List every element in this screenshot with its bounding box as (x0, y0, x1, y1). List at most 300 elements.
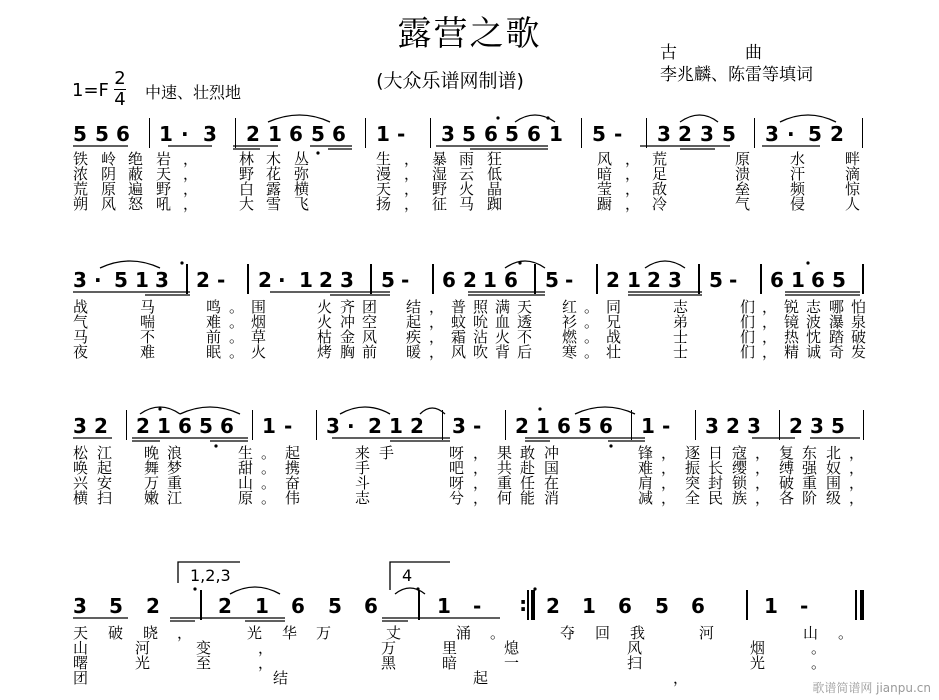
lyric-char: 侵 (790, 195, 806, 213)
lyric-char: 疾 (406, 328, 422, 346)
dot-note: · (347, 414, 355, 438)
note: 6 (289, 122, 303, 146)
note: 1 (483, 268, 497, 292)
lyric-char: 照 (473, 298, 489, 316)
lyric-char: 民 (708, 489, 724, 507)
dot-note: · (278, 268, 286, 292)
lyric-char: 变 (196, 639, 212, 657)
note: 5 (109, 594, 123, 618)
lyric-char: ， (849, 444, 865, 462)
note: 5 (545, 268, 559, 292)
lyric-char: 阴 (101, 165, 117, 183)
note: 1 (255, 594, 269, 618)
lyric-char: 吧 (449, 459, 465, 477)
lyric-char: 溃 (735, 165, 751, 183)
note: 6 (364, 594, 378, 618)
lyric-char: 原 (735, 150, 751, 168)
note: 1 (764, 594, 778, 618)
lyric-char: 原 (101, 180, 117, 198)
lyric-char: 。 (584, 298, 600, 316)
lyric-char: 斗 (355, 474, 371, 492)
lyric-char: 寒 (562, 343, 578, 361)
lyric-char: 泉 (851, 313, 867, 331)
lyric-char: 长 (708, 459, 724, 477)
lyric-char: 烟 (251, 313, 267, 331)
lyric-char: 扫 (627, 654, 643, 672)
lyric-char: 共 (497, 459, 513, 477)
lyric-char: 夜 (73, 343, 89, 361)
lyric-char: 志 (806, 298, 822, 316)
note: 2 (218, 594, 232, 618)
note: 3 (657, 122, 671, 146)
lyric-char: 涌 (456, 624, 472, 642)
lyric-char: 破 (851, 328, 867, 346)
note: 5 (73, 122, 87, 146)
lyric-char: 野 (239, 165, 255, 183)
note: 2 (368, 414, 382, 438)
lyric-char: 族 (732, 489, 748, 507)
note: 3 (452, 414, 466, 438)
note: 2 (546, 594, 560, 618)
lyric-char: 江 (167, 489, 183, 507)
lyric-char: 发 (851, 343, 867, 361)
note: 3 (810, 414, 824, 438)
lyric-char: 满 (495, 298, 511, 316)
lyric-char: 火 (317, 313, 333, 331)
lyric-char: ， (404, 180, 420, 198)
lyric-char: 波 (806, 313, 822, 331)
lyric-char: 光 (135, 654, 151, 672)
subtitle: (大众乐谱网制谱) (376, 70, 524, 92)
dash-note: - (397, 122, 406, 146)
note: 6 (332, 122, 346, 146)
lyric-char: 破 (779, 474, 795, 492)
lyric-char: ， (183, 150, 199, 168)
lyric-char: 我 (630, 624, 646, 642)
lyric-char: 难 (140, 343, 156, 361)
lyric-char: 逐 (685, 444, 701, 462)
lyric-char: 草 (251, 328, 267, 346)
note: 3 (340, 268, 354, 292)
lyric-char: 。 (229, 328, 245, 346)
lyric-char: 足 (652, 165, 668, 183)
lyric-char: 里 (442, 639, 458, 657)
lyric-char: 荒 (73, 180, 89, 198)
lyric-char: 。 (584, 343, 600, 361)
lyric-char: 火 (317, 298, 333, 316)
note: 2 (726, 414, 740, 438)
lyric-char: 扬 (376, 195, 392, 213)
lyric-char: ， (473, 474, 489, 492)
lyric-char: 锐 (784, 298, 800, 316)
lyric-char: 嫩 (144, 489, 160, 507)
lyric-char: 。 (229, 298, 245, 316)
lyric-char: 。 (838, 624, 854, 642)
lyric-char: 万 (144, 474, 160, 492)
lyric-char: 生 (376, 150, 392, 168)
lyric-char: ， (849, 489, 865, 507)
lyric-char: 伟 (285, 489, 301, 507)
lyric-char: 缨 (732, 459, 748, 477)
note: 6 (116, 122, 130, 146)
lyric-char: ， (661, 474, 677, 492)
lyric-char: 风 (627, 639, 643, 657)
lyric-char: 冷 (652, 195, 668, 213)
lyric-char: ， (755, 459, 771, 477)
note: 1 (268, 122, 282, 146)
lyric-char: 。 (811, 639, 827, 657)
lyric-char: ， (755, 444, 771, 462)
note: 1 (376, 122, 390, 146)
lyric-char: ， (762, 298, 778, 316)
lyric-char: 暗 (442, 654, 458, 672)
lyric-char: 梦 (167, 459, 183, 477)
lyric-char: 飞 (294, 195, 310, 213)
lyric-char: 原 (238, 489, 254, 507)
lyric-char: ， (404, 195, 420, 213)
note: 2 (410, 414, 424, 438)
note: 2 (463, 268, 477, 292)
lyric-char: 弥 (294, 165, 310, 183)
lyric-char: 背 (495, 343, 511, 361)
note: 1 (641, 414, 655, 438)
lyric-char: 风 (451, 343, 467, 361)
dash-note: - (401, 268, 410, 292)
lyric-char: ， (661, 444, 677, 462)
lyric-char: 果 (497, 444, 513, 462)
lyric-char: 忱 (806, 328, 822, 346)
tempo-marking: 中速、壮烈地 (145, 83, 242, 102)
lyric-char: 们 (740, 298, 756, 316)
lyric-char: 丈 (386, 624, 402, 642)
note: 5 (381, 268, 395, 292)
lyric-char: 敌 (652, 180, 668, 198)
note: 2 (830, 122, 844, 146)
lyric-char: 松 (73, 444, 89, 462)
lyric-char: 胸 (340, 343, 356, 361)
note: 6 (691, 594, 705, 618)
lyric-char: 鸣 (206, 298, 222, 316)
lyric-char: 手 (355, 459, 371, 477)
note: 1 (299, 268, 313, 292)
lyric-char: 携 (285, 459, 301, 477)
lyric-char: ， (673, 669, 689, 687)
lyric-char: 遍 (128, 180, 144, 198)
lyric-char: 浪 (167, 444, 183, 462)
note: 5 (328, 594, 342, 618)
lyric-char: ， (762, 313, 778, 331)
dot-note: · (181, 122, 189, 146)
lyric-char: 能 (520, 489, 536, 507)
lyric-char: 起 (97, 459, 113, 477)
lyric-char: 风 (101, 195, 117, 213)
note: 1 (262, 414, 276, 438)
lyric-char: 怒 (128, 195, 144, 213)
lyric-char: 江 (97, 444, 113, 462)
note: 2 (258, 268, 272, 292)
lyric-char: 山 (803, 624, 819, 642)
lyric-char: 晚 (144, 444, 160, 462)
lyric-char: 湿 (432, 165, 448, 183)
lyric-char: 气 (735, 195, 751, 213)
lyric-char: 空 (362, 313, 378, 331)
note: 2 (94, 414, 108, 438)
lyric-char: 透 (517, 313, 533, 331)
lyric-char: 复 (779, 444, 795, 462)
lyric-char: 封 (708, 474, 724, 492)
note: 6 (504, 268, 518, 292)
lyric-char: 甜 (238, 459, 254, 477)
lyric-char: 风 (362, 328, 378, 346)
lyric-char: 烤 (317, 343, 333, 361)
lyric-char: 火 (251, 343, 267, 361)
dash-note: - (473, 594, 482, 618)
lyric-char: 团 (73, 669, 89, 687)
key-signature: 1=F (72, 80, 109, 101)
lyric-char: 减 (638, 489, 654, 507)
lyric-char: 露 (266, 180, 282, 198)
lyric-char: 精 (784, 343, 800, 361)
lyric-char: 前 (362, 343, 378, 361)
lyric-char: 北 (826, 444, 842, 462)
dash-note: - (217, 268, 226, 292)
note: 6 (484, 122, 498, 146)
note: 3 (705, 414, 719, 438)
note: 1 (791, 268, 805, 292)
lyric-char: 。 (229, 343, 245, 361)
lyric-char: 兴 (73, 474, 89, 492)
lyric-char: 云 (459, 165, 475, 183)
note: 3 (700, 122, 714, 146)
lyric-char: 光 (750, 654, 766, 672)
lyric-char: 兄 (606, 313, 622, 331)
lyric-char: ， (625, 180, 641, 198)
lyric-char: 天 (376, 180, 392, 198)
lyric-char: 手 (379, 444, 395, 462)
lyric-char: ， (661, 489, 677, 507)
note: 1 (437, 594, 451, 618)
lyric-char: 绝 (128, 150, 144, 168)
lyric-char: 兮 (449, 489, 465, 507)
lyric-char: 。 (261, 459, 277, 477)
lyric-char: 日 (708, 444, 724, 462)
note: 3 (765, 122, 779, 146)
time-sig-bottom: 4 (114, 89, 126, 110)
note: 3 (326, 414, 340, 438)
note: 6 (599, 414, 613, 438)
lyric-char: 大 (239, 195, 255, 213)
lyric-char: 士 (673, 328, 689, 346)
lyric-char: 晓 (143, 624, 159, 642)
lyric-char: 们 (740, 313, 756, 331)
lyric-char: 锁 (732, 474, 748, 492)
lyric-char: 来 (355, 444, 371, 462)
lyric-char: 血 (495, 313, 511, 331)
lyric-char: ， (661, 459, 677, 477)
note: 3 (668, 268, 682, 292)
lyric-char: 寇 (732, 444, 748, 462)
lyric-char: 畔 (845, 150, 861, 168)
lyric-char: 东 (802, 444, 818, 462)
lyric-char: 人 (845, 195, 861, 213)
note: 3 (441, 122, 455, 146)
lyric-char: 汗 (790, 165, 806, 183)
lyric-char: ， (849, 459, 865, 477)
lyric-char: 荒 (652, 150, 668, 168)
lyric-char: 重 (802, 474, 818, 492)
dash-note: - (473, 414, 482, 438)
lyric-char: ， (849, 474, 865, 492)
lyric-char: 奇 (829, 343, 845, 361)
lyric-char: 。 (229, 313, 245, 331)
note: 1 (159, 122, 173, 146)
lyric-char: 万 (381, 639, 397, 657)
note: 5 (505, 122, 519, 146)
note: 5 (311, 122, 325, 146)
lyric-char: 曙 (73, 654, 89, 672)
lyric-char: 围 (251, 298, 267, 316)
time-sig-top: 2 (114, 68, 126, 89)
note: 6 (442, 268, 456, 292)
lyric-char: ， (755, 474, 771, 492)
lyric-char: ， (762, 343, 778, 361)
lyric-char: 强 (802, 459, 818, 477)
note: 2 (319, 268, 333, 292)
lyric-char: 消 (544, 489, 560, 507)
note: 6 (220, 414, 234, 438)
lyric-char: 气 (73, 313, 89, 331)
lyric-char: 怕 (851, 298, 867, 316)
lyric-char: 奴 (826, 459, 842, 477)
lyric-char: 横 (73, 489, 89, 507)
lyric-char: 雪 (266, 195, 282, 213)
lyric-char: 枯 (317, 328, 333, 346)
lyric-char: 哪 (829, 298, 845, 316)
lyric-char: 难 (206, 313, 222, 331)
lyric-char: 水 (790, 150, 806, 168)
lyric-char: 热 (784, 328, 800, 346)
lyric-char: 蹰 (597, 195, 613, 213)
lyric-char: ， (473, 444, 489, 462)
note: 2 (678, 122, 692, 146)
volta-2-label: 4 (402, 566, 413, 585)
lyric-char: ， (429, 298, 445, 316)
note: 6 (178, 414, 192, 438)
lyric-char: 夺 (560, 624, 576, 642)
lyric-char: 不 (140, 328, 156, 346)
repeat-dots: : (519, 592, 528, 616)
lyric-char: 横 (294, 180, 310, 198)
lyric-char: ， (429, 343, 445, 361)
lyric-char: 。 (261, 489, 277, 507)
lyric-char: 赴 (520, 459, 536, 477)
lyric-char: 衫 (562, 313, 578, 331)
volta-1-label: 1,2,3 (190, 566, 231, 585)
note: 3 (73, 414, 87, 438)
lyric-char: 黑 (381, 654, 397, 672)
note: 2 (196, 268, 210, 292)
lyric-char: 镜 (784, 313, 800, 331)
lyric-char: 征 (432, 195, 448, 213)
note: 1 (389, 414, 403, 438)
note: 1 (157, 414, 171, 438)
watermark: 歌谱简谱网 jianpu.cn (812, 681, 931, 695)
lyric-char: 冲 (544, 444, 560, 462)
lyric-char: 敢 (520, 444, 536, 462)
lyric-char: 暖 (406, 343, 422, 361)
note: 3 (73, 594, 87, 618)
lyric-char: 难 (638, 459, 654, 477)
lyric-char: 漫 (376, 165, 392, 183)
lyric-char: 暴 (432, 150, 448, 168)
lyric-char: 马 (459, 195, 475, 213)
lyric-char: ， (625, 150, 641, 168)
note: 1 (536, 414, 550, 438)
lyric-char: 燃 (562, 328, 578, 346)
lyric-char: 华 (282, 624, 298, 642)
lyric-char: 结 (406, 298, 422, 316)
lyric-char: ， (473, 489, 489, 507)
lyric-char: 花 (266, 165, 282, 183)
lyric-char: 一 (504, 654, 520, 672)
lyric-char: 暗 (597, 165, 613, 183)
lyric-char: 瀑 (829, 313, 845, 331)
lyric-char: ， (183, 165, 199, 183)
lyric-char: 在 (544, 474, 560, 492)
note: 5 (578, 414, 592, 438)
lyric-char: 天 (517, 298, 533, 316)
lyric-char: ， (258, 639, 274, 657)
lyric-char: 天 (156, 165, 172, 183)
lyric-char: 沾 (473, 328, 489, 346)
lyric-char: 熄 (504, 639, 520, 657)
lyric-char: 万 (316, 624, 332, 642)
lyric-char: 。 (490, 624, 506, 642)
lyric-char: 白 (239, 180, 255, 198)
lyric-char: 破 (108, 624, 124, 642)
lyric-char: 呀 (449, 444, 465, 462)
lyric-char: 齐 (340, 298, 356, 316)
lyric-char: 低 (487, 165, 503, 183)
lyric-char: 战 (73, 298, 89, 316)
lyric-char: 重 (167, 474, 183, 492)
lyric-char: 晶 (487, 180, 503, 198)
lyric-char: 喘 (140, 313, 156, 331)
dash-note: - (729, 268, 738, 292)
note: 1 (627, 268, 641, 292)
lyric-char: 眠 (206, 343, 222, 361)
note: 6 (291, 594, 305, 618)
lyric-char: 狂 (487, 150, 503, 168)
lyric-char: 扫 (97, 489, 113, 507)
lyric-char: 呀 (449, 474, 465, 492)
lyric-char: 肩 (638, 474, 654, 492)
lyric-char: 结 (273, 669, 289, 687)
lyric-char: ， (762, 328, 778, 346)
note: 5 (709, 268, 723, 292)
note: 3 (747, 414, 761, 438)
lyric-char: 蔽 (128, 165, 144, 183)
lyric-char: 全 (685, 489, 701, 507)
lyric-char: ， (258, 654, 274, 672)
lyric-char: ， (177, 624, 193, 642)
lyric-char: 踏 (829, 328, 845, 346)
lyric-char: 河 (135, 639, 151, 657)
lyric-char: 风 (597, 150, 613, 168)
lyric-char: 突 (685, 474, 701, 492)
lyric-char: 安 (97, 474, 113, 492)
lyric-char: 舞 (144, 459, 160, 477)
